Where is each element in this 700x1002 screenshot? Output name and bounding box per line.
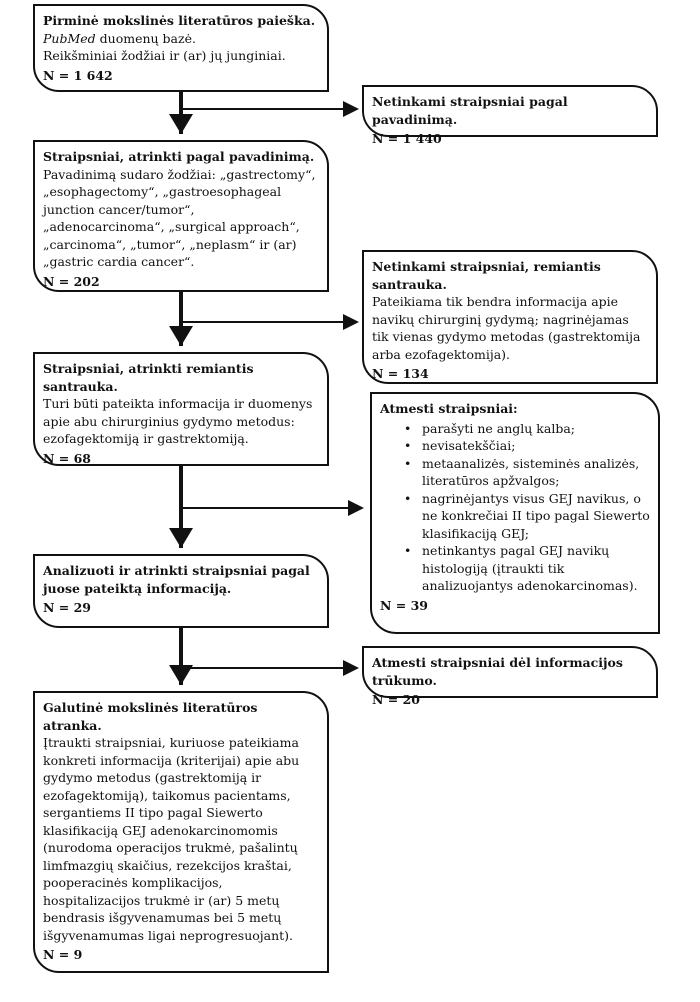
box-excluded-lack-info — [362, 646, 658, 707]
rejected-criterion: • nagrinėjantys visus GEJ navikus, o ne konkrečiai II tipo pagal Siewerto klasifikaciją GEJ; — [404, 490, 650, 543]
by-abstract-body: Turi būti pateikta informacija ir duomenys apie abu chirurginius gydymo metodus: ezofagektomiją ir gastrektomiją. — [43, 396, 313, 446]
rejected-criteria-list — [380, 420, 650, 595]
excluded-abstract-count: N = 134 — [372, 366, 429, 381]
rejected-criterion: • netinkantys pagal GEJ navikų histologiją (įtraukti tik analizuojantys adenokarcinomas). — [404, 542, 650, 595]
initial-search-keywords: Reikšminiai žodžiai ir (ar) jų junginiai. — [43, 48, 286, 63]
box-selected-by-abstract — [33, 352, 329, 466]
by-title-count: N = 202 — [43, 273, 100, 289]
initial-search-db — [43, 30, 319, 48]
box-rejected-articles — [370, 392, 660, 634]
final-count: N = 9 — [43, 947, 83, 962]
rejected-criterion: • metaanalizės, sisteminės analizės, literatūros apžvalgos; — [404, 455, 650, 490]
box-final-selection — [33, 691, 329, 973]
excluded-lack-count: N = 20 — [372, 692, 420, 707]
analysed-heading: Analizuoti ir atrinkti straipsniai pagal juose pateiktą informaciją. — [43, 563, 310, 596]
initial-search-count: N = 1 642 — [43, 67, 113, 83]
excluded-abstract-body: Pateikiama tik bendra informacija apie navikų chirurginį gydymą; nagrinėjamas tik vienas gydymo metodas (gastrektomija arba ezofagektomija). — [372, 294, 641, 362]
by-abstract-heading: Straipsniai, atrinkti remiantis santrauka. — [43, 361, 254, 394]
rejected-criterion: • nevisatekščiai; — [404, 437, 650, 455]
box-selected-by-title — [33, 140, 329, 292]
rejected-count: N = 39 — [380, 597, 428, 613]
excluded-title-heading: Netinkami straipsniai pagal pavadinimą. — [372, 94, 568, 127]
excluded-lack-heading: Atmesti straipsniai dėl informacijos trūkumo. — [372, 655, 623, 688]
excluded-abstract-heading: Netinkami straipsniai, remiantis santrauka. — [372, 259, 601, 292]
final-body: Įtraukti straipsniai, kuriuose pateikiama konkreti informacija (kriterijai) apie abu gydymo metodus (gastrektomiją ir ezofagektomiją), taikomus pacientams, sergantiems II tipo pagal Siewerto klasifikaciją GEJ adenokarcinomomis (nurodoma operacijos trukmė, pašalintų limfmazgių skaičius, rezekcijos kraštai, pooperacinės komplikacijos, hospitalizacijos trukmė ir (ar) 5 metų bendrasis išgyvenamumas bei 5 metų išgyvenamumas ligai neprogresuojant). — [43, 735, 300, 943]
excluded-title-count: N = 1 440 — [372, 131, 442, 146]
by-title-heading: Straipsniai, atrinkti pagal pavadinimą. — [43, 149, 315, 164]
db-suffix: duomenų bazė. — [95, 30, 196, 46]
by-title-body: Pavadinimą sudaro žodžiai: „gastrectomy“, „esophagectomy“, „gastroesophageal junction cancer/tumor“, „adenocarcinoma“, „surgical approach“, „carcinoma“, „tumor“, „neplasm“ ir (ar) „gastric cardia cancer“. — [43, 166, 316, 269]
box-initial-search — [33, 4, 329, 92]
box-excluded-by-title — [362, 85, 658, 146]
box-analysed — [33, 554, 329, 628]
box-excluded-by-abstract — [362, 250, 658, 384]
rejected-criterion: • parašyti ne anglų kalba; — [404, 420, 650, 438]
by-abstract-count: N = 68 — [43, 450, 91, 466]
initial-search-title: Pirminė mokslinės literatūros paieška. — [43, 13, 316, 28]
rejected-heading: Atmesti straipsniai: — [380, 401, 518, 416]
analysed-count: N = 29 — [43, 600, 91, 615]
pubmed-label: PubMed — [43, 30, 96, 46]
final-heading: Galutinė mokslinės literatūros atranka. — [43, 700, 258, 733]
